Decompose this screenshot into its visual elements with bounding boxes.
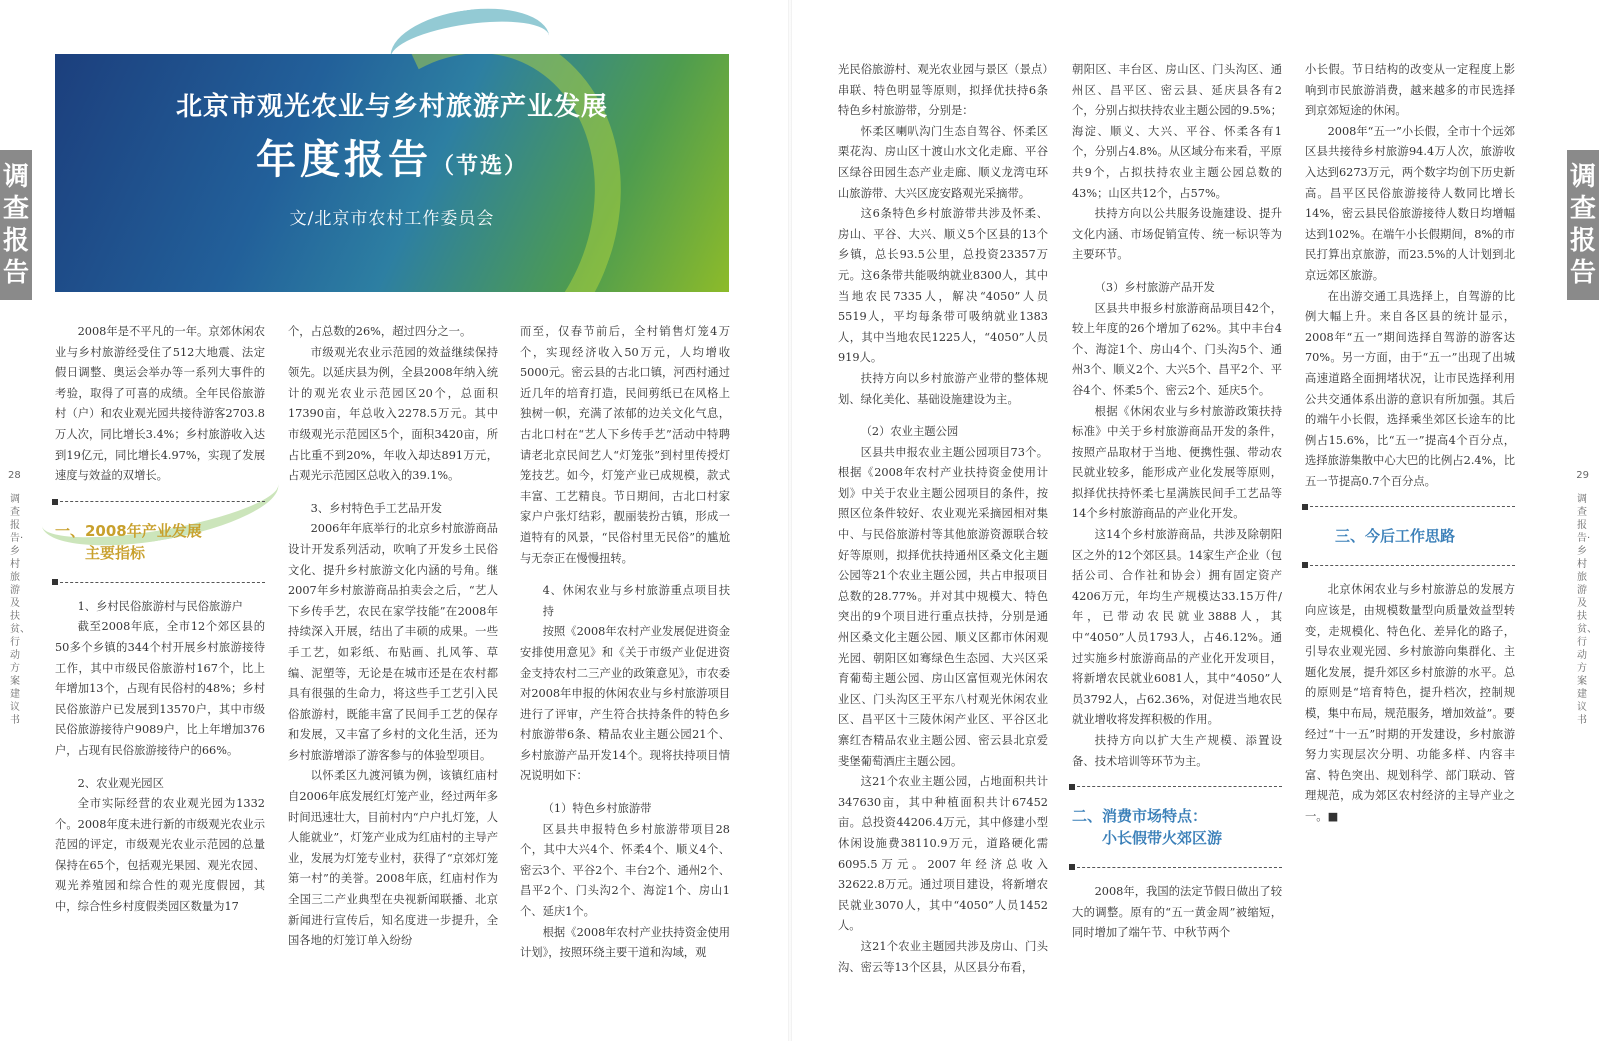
paragraph: 这21个农业主题公园，占地面积共计347630亩，其中种植面积共计67452亩。总投资44206.4万元，其中修建小型休闲设施费38110.9万元，道路硬化需6095.5万元。2007年经济总收入32622.8万元。通过项目建设，将新增农民就业3070人，其中“4050”人员1452人。 (838, 775, 1048, 933)
byline: 文/北京市农村工作委员会 (289, 209, 495, 229)
text-column-4 (838, 60, 1048, 978)
running-caption: 调查报告·乡村旅游及扶贫、行动方案建议书 (10, 494, 30, 726)
section-side-tab: 调查报告 (1567, 150, 1599, 300)
paragraph: 2008年，我国的法定节假日做出了较大的调整。原有的“五一黄金周”被缩短，同时增加了端午节、中秋节两个 (1072, 885, 1282, 940)
paragraph: 根据《休闲农业与乡村旅游政策扶持标准》中关于乡村旅游商品开发的条件，按照产品取材于当地、便携性强、带动农民就业较多，能形成产业化发展等原则，拟择优扶持怀柔七星满族民间手工艺品等14个乡村旅游商品的产业化开发。 (1072, 404, 1282, 521)
title-suffix: （节选） (431, 154, 528, 179)
paragraph: 市级观光农业示范园的效益继续保持领先。以延庆县为例，全县2008年纳入统计的观光农业示范园区20个，总面积17390亩，年总收入2278.5万元。其中市级观光示范园区5个，面积3420亩，所占比重不到20%，年收入却达891万元，占观光示范园区总收入的39.1%。 (288, 345, 498, 483)
paragraph: 小长假。节日结构的改变从一定程度上影响到市民旅游消费，越来越多的市民选择到京郊短途的休闲。 (1305, 63, 1515, 118)
paragraph: 怀柔区喇叭沟门生态自驾谷、怀柔区栗花沟、房山区十渡山水文化走廊、平谷区绿谷田园生态产业走廊、顺义龙湾屯环山旅游带、大兴区庞安路观光采摘带。 (838, 124, 1048, 200)
heading-line: 二、消费市场特点： (1072, 807, 1208, 826)
paragraph: 扶持方向以扩大生产规模、添置设备、技术培训等环节为主。 (1072, 734, 1282, 768)
paragraph: 光民俗旅游村、观光农业园与景区（景点）串联、特色明显等原则，拟择优扶持6条特色乡村旅游带，分别是： (838, 63, 1048, 118)
paragraph: 这14个乡村旅游商品，共涉及除朝阳区之外的12个郊区县。14家生产企业（包括公司、合作社和协会）拥有固定资产4206万元，年均生产规模达33.15万件/年，已带动农民就业3888人，其中“4050”人员1793人，占46.12%。通过实施乡村旅游商品的产业化开发项目，将新增农民就业6081人，其中“4050”人员3792人，占62.36%，对促进当地农民就业增收将发挥积极的作用。 (1072, 528, 1282, 727)
article-title-main (55, 128, 729, 185)
section-heading-1 (55, 501, 265, 583)
heading-line: 三、今后工作思路 (1335, 527, 1456, 546)
paragraph: 截至2008年底，全市12个郊区县的50多个乡镇的344个村开展乡村旅游接待工作，其中市级民俗旅游村167个，比上年增加13个，占现有民俗村的48%；乡村民俗旅游户已发展到13570户，其中市级民俗旅游接待户9089户，比上年增加376户，占现有民俗旅游接待户的66%。 (55, 620, 265, 757)
paragraph: 这21个农业主题园共涉及房山、门头沟、密云等13个区县，从区县分布看， (838, 939, 1048, 974)
paragraph: 区县共申报特色乡村旅游带项目28个，其中大兴4个、怀柔4个、顺义4个、密云3个、平谷2个、丰台2个、通州2个、昌平2个、门头沟2个、海淀1个、房山1个、延庆1个。 (520, 822, 730, 919)
right-page (790, 0, 1599, 1041)
paragraph: 朝阳区、丰台区、房山区、门头沟区、通州区、昌平区、密云县、延庆县各有2个，分别占拟扶持农业主题公园的9.5%；海淀、顺义、大兴、平谷、怀柔各有1个，分别占4.8%。从区域分布来看，平原共9个，占拟扶持农业主题公园总数的43%；山区共12个，占57%。 (1072, 63, 1282, 200)
running-caption: 调查报告·乡村旅游及扶贫、行动方案建议书 (1577, 494, 1597, 726)
heading-line: 一、2008年产业发展 (55, 521, 202, 540)
paragraph: 个，占总数的26%，超过四分之一。 (288, 325, 472, 338)
paragraph: 扶持方向以公共服务设施建设、提升文化内涵、市场促销宣传、统一标识等为主要环节。 (1072, 207, 1282, 262)
paragraph: 以怀柔区九渡河镇为例，该镇红庙村自2006年底发展红灯笼产业，经过两年多时间迅速壮大，目前村内“户户扎灯笼，人人能就业”，灯笼产业成为红庙村的主导产业，发展为灯笼专业村，获得了“京郊灯笼第一村”的美誉。2008年底，红庙村作为全国三二产业典型在央视新闻联播、北京新闻进行宣传后，知名度进一步提升，全国各地的灯笼订单入纷纷 (288, 769, 498, 948)
subheading: 3、乡村特色手工艺品开发 (310, 501, 443, 515)
paragraph: 北京休闲农业与乡村旅游总的发展方向应该是，由规模数量型向质量效益型转变，走规模化、特色化、差异化的路子，引导农业观光园、乡村旅游向集群化、主题化发展，提升郊区乡村旅游的水平。总的原则是“培育特色，提升档次，控制规模，集中布局，规范服务，增加效益”。要经过“十一五”时期的开发建设，乡村旅游努力实现层次分明、功能多样、内容丰富、特色突出、规划科学、部门联动、管理规范，成为郊区农村经济的主导产业之一。■ (1305, 583, 1515, 823)
paragraph: 在出游交通工具选择上，自驾游的比例大幅上升。来自各区县的统计显示，2008年“五一”期间选择自驾游的游客达70%。另一方面，由于“五一”出现了出城高速道路全面拥堵状况，让市民选择利用公共交通体系出游的意识有所加强。其后的端午小长假，选择乘坐郊区长途车的比例占15.6%，比“五一”提高4个百分点，选择旅游集散中心大巴的比例占2.4%，比五一节提高0.7个百分点。 (1305, 289, 1515, 488)
paragraph: 按照《2008年农村产业发展促进资金安排使用意见》和《关于市级产业促进资金支持农村二三产业的政策意见》，市农委对2008年申报的休闲农业与乡村旅游项目进行了评审，产生符合扶持条件的特色乡村旅游带6条、精品农业主题公园21个、乡村旅游产品开发14个。现将扶持项目情况说明如下： (520, 625, 730, 783)
paragraph: 扶持方向以乡村旅游产业带的整体规划、绿化美化、基础设施建设为主。 (838, 371, 1048, 406)
title-main-text: 年度报告 (255, 137, 432, 183)
paragraph: 这6条特色乡村旅游带共涉及怀柔、房山、平谷、大兴、顺义5个区县的13个乡镇，总长93.5公里，总投资23357万元。这6条带共能吸纳就业8300人，其中当地农民7335人，解决“4050”人员5519人，平均每条带可吸纳就业1383人，其中当地农民1225人，“4050”人员919人。 (838, 207, 1048, 365)
paragraph: 而至，仅春节前后，全村销售灯笼4万个，实现经济收入50万元，人均增收5000元。密云县的古北口镇，河西村通过近几年的培育打造，民间剪纸已在风格上独树一帜，充满了浓郁的边关文化气息，古北口村在“艺人下乡传手艺”活动中特聘请老北京民间艺人“灯笼张”到村里传授灯笼技艺。如今，灯笼产业已成规模，款式丰富、工艺精良。节日期间，古北口村家家户户张灯结彩，靓丽装扮古镇，形成一道特有的风景，“民俗村里无民俗”的尴尬与无奈正在慢慢扭转。 (520, 325, 730, 565)
text-column-2 (288, 322, 498, 952)
text-column-1 (55, 322, 265, 918)
text-column-3 (520, 322, 730, 964)
section-heading-2 (1072, 786, 1282, 868)
heading-line: 小长假带火郊区游 (1102, 829, 1223, 848)
subheading: 2、农业观光园区 (77, 776, 164, 790)
section-heading-3 (1305, 506, 1515, 566)
article-title: 北京市观光农业与乡村旅游产业发展 (175, 92, 608, 122)
section-side-tab: 调查报告 (0, 150, 32, 300)
subheading: （3）乡村旅游产品开发 (1094, 280, 1215, 294)
title-banner (55, 54, 729, 292)
subheading: （2）农业主题公园 (860, 425, 959, 439)
left-page (0, 0, 790, 1041)
text-column-6 (1305, 60, 1515, 828)
paragraph: 2008年“五一”小长假，全市十个远郊区县共接待乡村旅游94.4万人次，旅游收入达到6273万元，两个数字均创下历史新高。昌平区民俗旅游接待人数同比增长14%，密云县民俗旅游接待人数日均增幅达到102%。在端午小长假期间，8%的市民打算出京旅游，而23.5%的人计划到北京远郊区旅游。 (1305, 124, 1515, 282)
page-number: 28 (8, 470, 21, 481)
text-column-5 (1072, 60, 1282, 944)
subheading: 4、休闲农业与乡村旅游重点项目扶持 (542, 584, 730, 618)
paragraph: 2008年是不平凡的一年。京郊休闲农业与乡村旅游经受住了512大地震、法定假日调整、奥运会举办等一系列大事件的考验，取得了可喜的成绩。全年民俗旅游村（户）和农业观光园共接待游客2703.8万人次，同比增长3.4%；乡村旅游收入达到19亿元，同比增长4.97%，实现了发展速度与效益的双增长。 (55, 325, 265, 483)
paragraph: 根据《2008年农村产业扶持资金使用计划》，按照环绕主要干道和沟域，观 (520, 925, 730, 960)
paragraph: 区县共申报农业主题公园项目73个。根据《2008年农村产业扶持资金使用计划》中关于农业主题公园项目的条件，按照区位条件较好、农业观光采摘园相对集中、与民俗旅游村等其他旅游资源联合较好等原则，拟择优扶持通州区桑文化主题公园等21个农业主题公园，共占申报项目总数的28.77%。并对其中规模大、特色突出的9个项目进行重点扶持，分别是通州区桑文化主题公园、顺义区都市休闲观光园、朝阳区如骞绿色生态园、大兴区采育葡萄主题公园、房山区富恒观光休闲农业区、门头沟区王平东八村观光休闲农业区、昌平区十三陵休闲产业区、平谷区北寨红杏精品农业主题公园、密云县北京爱斐堡葡萄酒庄主题公园。 (838, 445, 1048, 768)
paragraph: 区县共申报乡村旅游商品项目42个，较上年度的26个增加了62%。其中丰台4个、海淀1个、房山4个、门头沟5个、通州3个、顺义2个、大兴5个、昌平2个、平谷4个、怀柔5个、密云2个、延庆5个。 (1072, 301, 1282, 397)
subheading: （1）特色乡村旅游带 (542, 802, 652, 816)
paragraph: 2006年年底举行的北京乡村旅游商品设计开发系列活动，吹响了开发乡土民俗文化、提升乡村旅游文化内涵的号角。继2007年乡村旅游商品拍卖会之后，“艺人下乡传手艺，农民在家学技能”在2008年持续深入开展，结出了丰硕的成果。一些手工艺，如彩纸、布贴画、扎风筝、草编、泥塑等，无论是在城市还是在农村都具有很强的生命力，将这些手工艺引入民俗旅游村，既能丰富了民间手工艺的保存和发展，又丰富了乡村的文化生活，还为乡村旅游增添了游客参与的体验型项目。 (288, 522, 498, 762)
subheading: 1、乡村民俗旅游村与民俗旅游户 (77, 599, 243, 613)
heading-line: 主要指标 (85, 543, 146, 562)
paragraph: 全市实际经营的农业观光园为1332个。2008年度未进行新的市级观光农业示范园的评定，市级观光农业示范园的总量保持在65个，包括观光果园、观光农园、观光养殖园和综合性的观光度假园，其中，综合性乡村度假类园区数量为17 (55, 797, 265, 914)
page-number: 29 (1576, 470, 1589, 481)
